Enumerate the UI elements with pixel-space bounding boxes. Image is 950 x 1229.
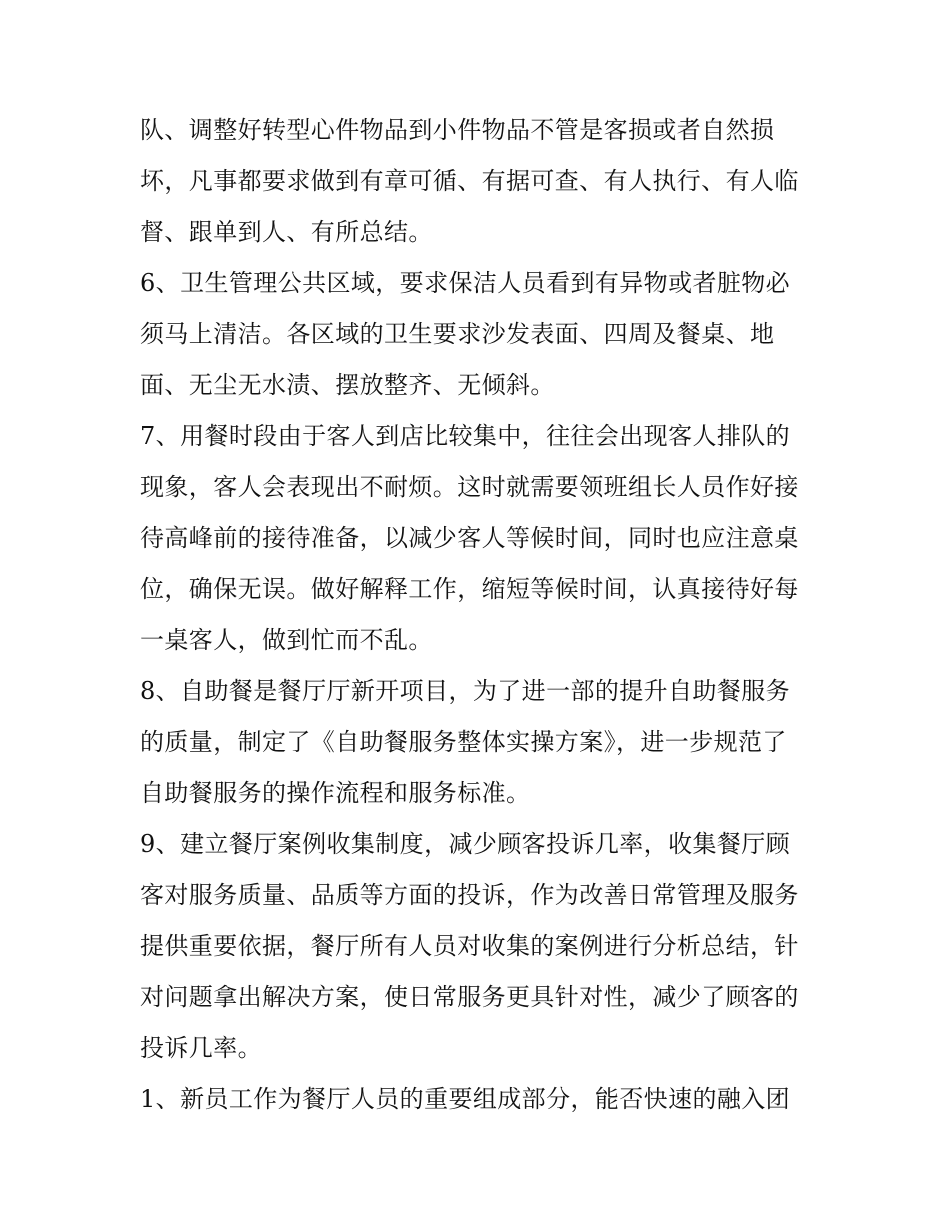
text-line: 1、新员工作为餐厅人员的重要组成部分，能否快速的融入团 [140,1085,791,1113]
text-line: 待高峰前的接待准备，以减少客人等候时间，同时也应注意桌 [140,524,799,552]
text-line: 提供重要依据，餐厅所有人员对收集的案例进行分析总结，针 [140,932,799,960]
text-line: 面、无尘无水渍、摆放整齐、无倾斜。 [140,371,555,399]
text-line: 一桌客人，做到忙而不乱。 [140,626,433,654]
text-line: 自助餐服务的操作流程和服务标准。 [140,779,531,807]
text-line: 的质量，制定了《自助餐服务整体实操方案》，进一步规范了 [140,728,787,756]
text-line: 7、用餐时段由于客人到店比较集中，往往会出现客人排队的 [140,422,791,450]
text-line: 对问题拿出解决方案，使日常服务更具针对性，减少了顾客的 [140,983,799,1011]
text-line: 队、调整好转型心件物品到小件物品不管是客损或者自然损 [140,116,775,144]
document-body [140,105,820,1125]
text-line: 投诉几率。 [140,1034,262,1062]
text-line: 客对服务质量、品质等方面的投诉，作为改善日常管理及服务 [140,881,799,909]
text-line: 坏，凡事都要求做到有章可循、有据可查、有人执行、有人临 [140,167,799,195]
text-line: 须马上清洁。各区域的卫生要求沙发表面、四周及餐桌、地 [140,320,775,348]
text-line: 6、卫生管理公共区域，要求保洁人员看到有异物或者脏物必 [140,269,791,297]
text-line: 位，确保无误。做好解释工作，缩短等候时间，认真接待好每 [140,575,799,603]
text-line: 现象，客人会表现出不耐烦。这时就需要领班组长人员作好接 [140,473,799,501]
text-line: 8、自助餐是餐厅厅新开项目，为了进一部的提升自助餐服务 [140,677,791,705]
text-line: 督、跟单到人、有所总结。 [140,218,433,246]
text-line: 9、建立餐厅案例收集制度，减少顾客投诉几率，收集餐厅顾 [140,830,791,858]
